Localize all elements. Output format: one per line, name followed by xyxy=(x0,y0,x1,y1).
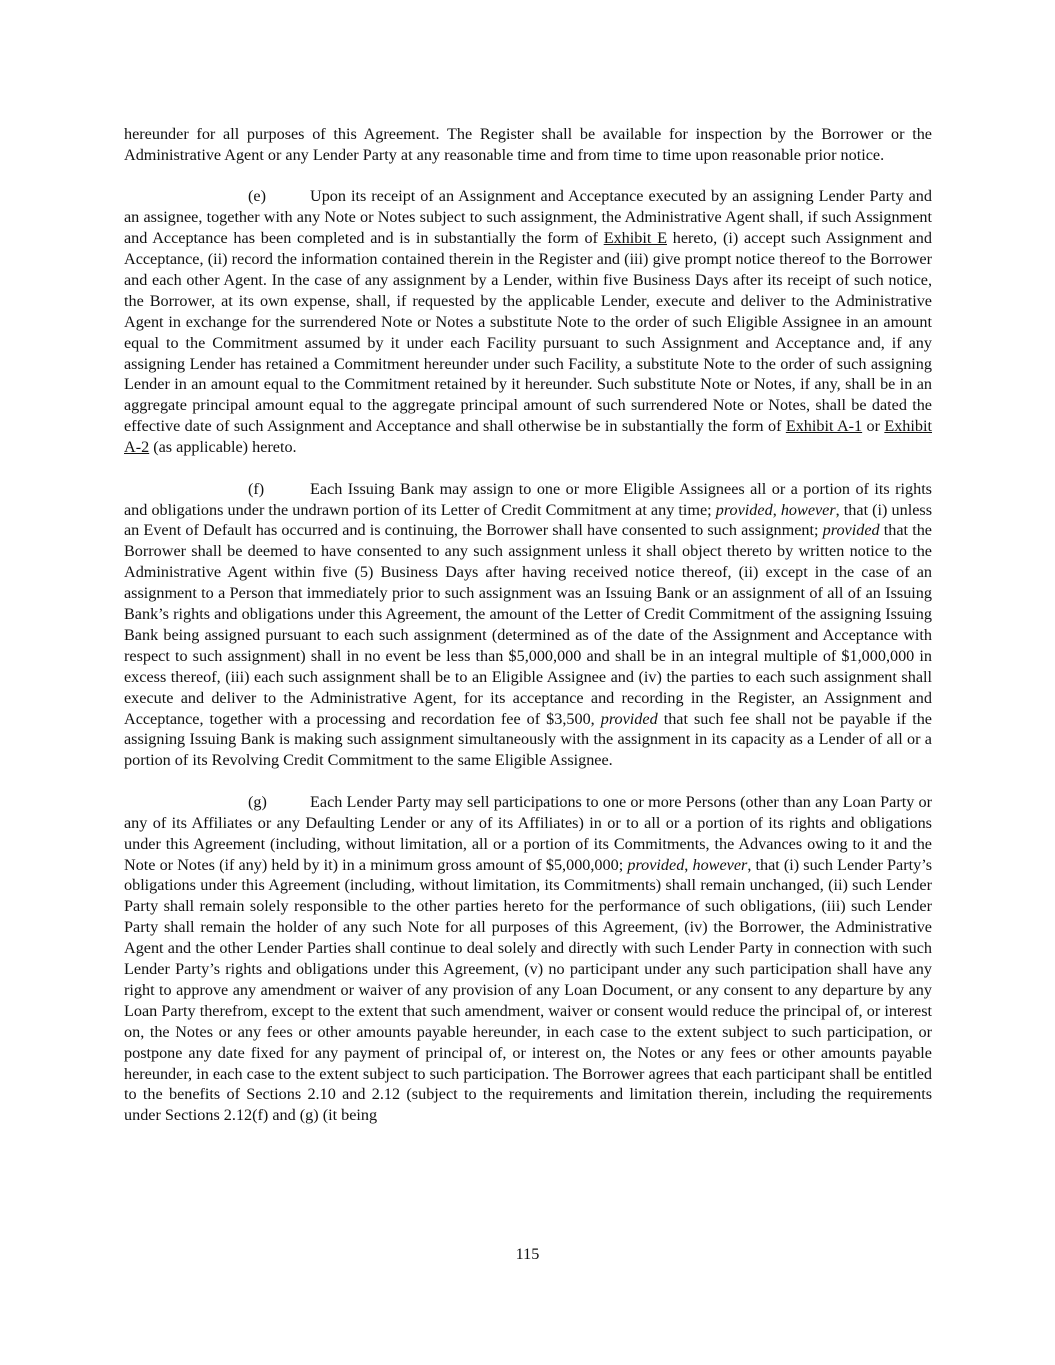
paragraph-f: (f) Each Issuing Bank may assign to one or more Eligible Assignees all or a portion of its rights and obligations under the undrawn portion of its Letter of Credit Commitment at any time; provided, however, that (i) unless an Event of Default has occurred and is continuing, the Borrower shall have consented to such assignment; provided that the Borrower shall be deemed to have consented to any such assignment unless it shall object thereto by written notice to the Administrative Agent within five (5) Business Days after having received notice thereof, (ii) except in the case of an assignment to a Person that immediately prior to such assignment was an Issuing Bank or an assignment of all of an Issuing Bank’s rights and obligations under this Agreement, the amount of the Letter of Credit Commitment of the assigning Issuing Bank being assigned pursuant to each such assignment (determined as of the date of the Assignment and Acceptance with respect to such assignment) shall in no event be less than $5,000,000 and shall be in an integral multiple of $1,000,000 in excess thereof, (iii) each such assignment shall be to an Eligible Assignee and (iv) the parties to each such assignment shall execute and deliver to the Administrative Agent, for its acceptance and recording in the Register, an Assignment and Acceptance, together with a processing and recordation fee of $3,500, provided that such fee shall not be payable if the assigning Issuing Bank is making such assignment simultaneously with the assignment in its capacity as a Lender of all or a portion of its Revolving Credit Commitment to the same Eligible Assignee. xyxy=(124,479,932,770)
paragraph-continuation: hereunder for all purposes of this Agreement. The Register shall be available for inspection by the Borrower or the Administrative Agent or any Lender Party at any reasonable time and from time to time upon reasonable prior notice. xyxy=(124,125,932,164)
clause-label-f: (f) xyxy=(248,479,265,498)
paragraph-g: (g) Each Lender Party may sell participations to one or more Persons (other than any Loan Party or any of its Affiliates or any Defaulting Lender or any of its Affiliates) in or to all or a portion of its rights and obligations under this Agreement (including, without limitation, all or a portion of its Commitments, the Advances owing to it and the Note or Notes (if any) held by it) in a minimum gross amount of $5,000,000; provided, however, that (i) such Lender Party’s obligations under this Agreement (including, without limitation, its Commitments) shall remain unchanged, (ii) such Lender Party shall remain solely responsible to the other parties hereto for the performance of such obligations, (iii) such Lender Party shall remain the holder of any such Note for all purposes of this Agreement, (iv) the Borrower, the Administrative Agent and the other Lender Parties shall continue to deal solely and directly with such Lender Party in connection with such Lender Party’s rights and obligations under this Agreement, (v) no participant under any such participation shall have any right to approve any amendment or waiver of any provision of any Loan Document, or any consent to any departure by any Loan Party therefrom, except to the extent that such amendment, waiver or consent would reduce the principal of, or interest on, the Notes or any fees or other amounts payable hereunder, in each case to the extent subject to such participation, or postpone any date fixed for any payment of principal of, or interest on, the Notes or any fees or other amounts payable hereunder, in each case to the extent subject to such participation. The Borrower agrees that each participant shall be entitled to the benefits of Sections 2.10 and 2.12 (subject to the requirements and limitation therein, including the requirements under Sections 2.12(f) and (g) (it being xyxy=(124,792,932,1125)
exhibit-e-reference: Exhibit E xyxy=(603,229,667,248)
exhibit-a2-reference: Exhibit A-2 xyxy=(124,417,932,457)
clause-label-e: (e) xyxy=(248,187,266,206)
page-number: 115 xyxy=(515,1245,540,1263)
clause-label-g: (g) xyxy=(248,792,267,811)
exhibit-a1-reference: Exhibit A-1 xyxy=(785,417,863,436)
paragraph-e: (e) Upon its receipt of an Assignment and Acceptance executed by an assigning Lender Party and an assignee, together with any Note or Notes subject to such assignment, the Administrative Agent shall, if such Assignment and Acceptance has been completed and is in substantially the form of Exhibit E hereto, (i) accept such Assignment and Acceptance, (ii) record the information contained therein in the Register and (iii) give prompt notice thereof to the Borrower and each other Agent. In the case of any assignment by a Lender, within five Business Days after its receipt of such notice, the Borrower, at its own expense, shall, if requested by the applicable Lender, execute and deliver to the Administrative Agent in exchange for the surrendered Note or Notes a substitute Note to the order of such Eligible Assignee in an amount equal to the Commitment assumed by it under each Facility pursuant to such Assignment and Acceptance and, if any assigning Lender has retained a Commitment hereunder under such Facility, a substitute Note to the order of such assigning Lender in an amount equal to the Commitment retained by it hereunder. Such substitute Note or Notes, if any, shall be in an aggregate principal amount equal to the aggregate principal amount of such surrendered Note or Notes, shall be dated the effective date of such Assignment and Acceptance and shall otherwise be in substantially the form of Exhibit A-1 or Exhibit A-2 (as applicable) hereto. xyxy=(124,187,932,457)
document-body xyxy=(124,124,932,1147)
